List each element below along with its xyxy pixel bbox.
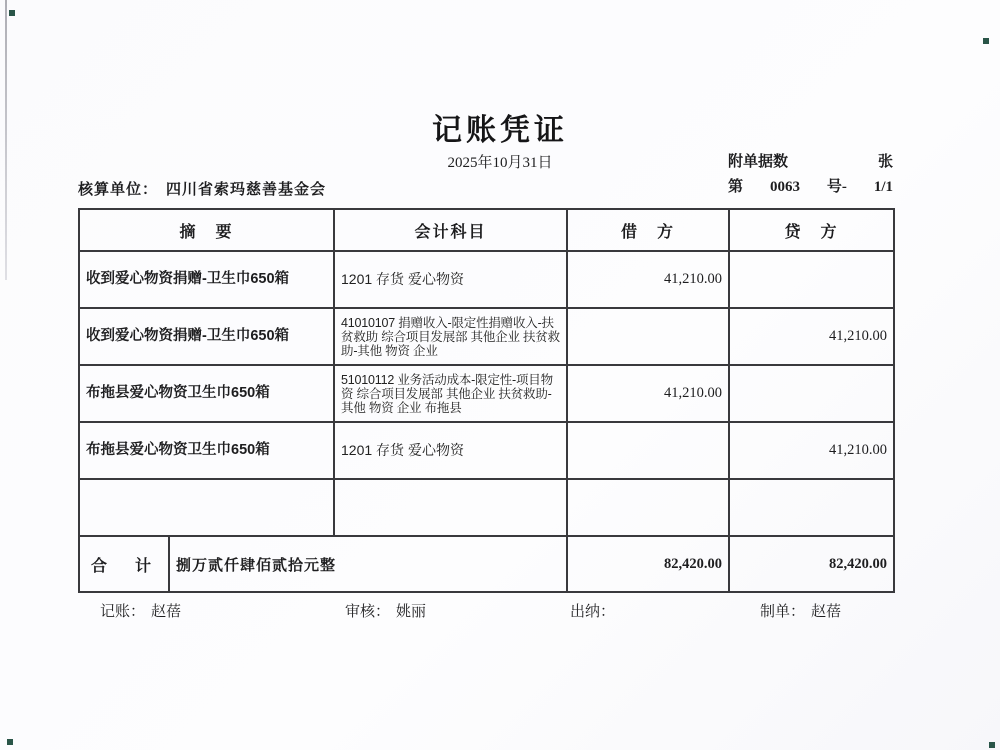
row-summary: 收到爱心物资捐赠-卫生巾650箱	[79, 308, 334, 365]
bookkeeper-field	[100, 600, 181, 621]
cashier-field	[570, 600, 621, 621]
reviewer-field	[345, 600, 426, 621]
table-row	[79, 422, 894, 479]
unit-label: 核算单位：	[78, 181, 159, 198]
cashier-label: 出纳：	[570, 603, 616, 620]
row-debit-amount	[567, 422, 729, 479]
voucher-no-suffix: 号-	[826, 179, 847, 195]
reviewer-label: 审核：	[345, 603, 391, 620]
scan-corner-mark	[9, 10, 15, 16]
column-header-account: 会计科目	[334, 209, 567, 251]
table-row	[79, 251, 894, 308]
column-header-debit: 借 方	[567, 209, 729, 251]
row-summary: 布拖县爱心物资卫生巾650箱	[79, 365, 334, 422]
row-summary	[79, 479, 334, 536]
voucher-number-line	[728, 175, 893, 196]
preparer-field	[760, 600, 841, 621]
table-row	[79, 308, 894, 365]
row-credit-amount	[729, 479, 894, 536]
voucher-date: 2025年10月31日	[447, 155, 553, 171]
total-label: 合 计	[79, 536, 169, 592]
attachment-label: 附单据数	[728, 153, 789, 170]
accounting-unit-line	[78, 178, 326, 199]
unit-name: 四川省索玛慈善基金会	[166, 181, 327, 198]
row-credit-amount	[729, 365, 894, 422]
row-summary: 收到爱心物资捐赠-卫生巾650箱	[79, 251, 334, 308]
preparer-label: 制单：	[760, 603, 806, 620]
voucher-rows	[79, 251, 894, 536]
bookkeeper-label: 记账：	[100, 603, 146, 620]
row-debit-amount	[567, 479, 729, 536]
voucher-no: 0063	[769, 179, 800, 195]
reviewer-name: 姚丽	[396, 603, 427, 620]
attachment-unit: 张	[877, 153, 893, 170]
row-credit-amount	[729, 251, 894, 308]
table-row	[79, 479, 894, 536]
row-debit-amount: 41,210.00	[567, 365, 729, 422]
total-row	[79, 536, 894, 592]
column-header-credit: 贷 方	[729, 209, 894, 251]
table-row	[79, 365, 894, 422]
row-credit-amount: 41,210.00	[729, 422, 894, 479]
row-credit-amount: 41,210.00	[729, 308, 894, 365]
preparer-name: 赵蓓	[811, 603, 842, 620]
voucher-page-no: 1/1	[873, 179, 893, 195]
total-amount-in-words: 捌万贰仟肆佰贰拾元整	[169, 536, 567, 592]
row-account: 41010107 捐赠收入-限定性捐赠收入-扶贫救助 综合项目发展部 其他企业 扶贫救助-其他 物资 企业	[334, 308, 567, 365]
row-debit-amount	[567, 308, 729, 365]
row-account	[334, 479, 567, 536]
column-header-summary: 摘 要	[79, 209, 334, 251]
voucher-no-prefix: 第	[728, 179, 744, 195]
row-debit-amount: 41,210.00	[567, 251, 729, 308]
bookkeeper-name: 赵蓓	[151, 603, 182, 620]
total-credit-amount: 82,420.00	[729, 536, 894, 592]
row-account: 1201 存货 爱心物资	[334, 422, 567, 479]
voucher-title: 记账凭证	[432, 114, 568, 147]
row-account: 51010112 业务活动成本-限定性-项目物资 综合项目发展部 其他企业 扶贫救助-其他 物资 企业 布拖县	[334, 365, 567, 422]
scan-corner-mark	[989, 742, 995, 748]
row-account: 1201 存货 爱心物资	[334, 251, 567, 308]
total-debit-amount: 82,420.00	[567, 536, 729, 592]
attachment-count-line	[728, 150, 893, 171]
scan-corner-mark	[983, 38, 989, 44]
table-header-row	[79, 209, 894, 251]
row-summary: 布拖县爱心物资卫生巾650箱	[79, 422, 334, 479]
scan-corner-mark	[7, 739, 13, 745]
voucher-table	[78, 208, 895, 593]
